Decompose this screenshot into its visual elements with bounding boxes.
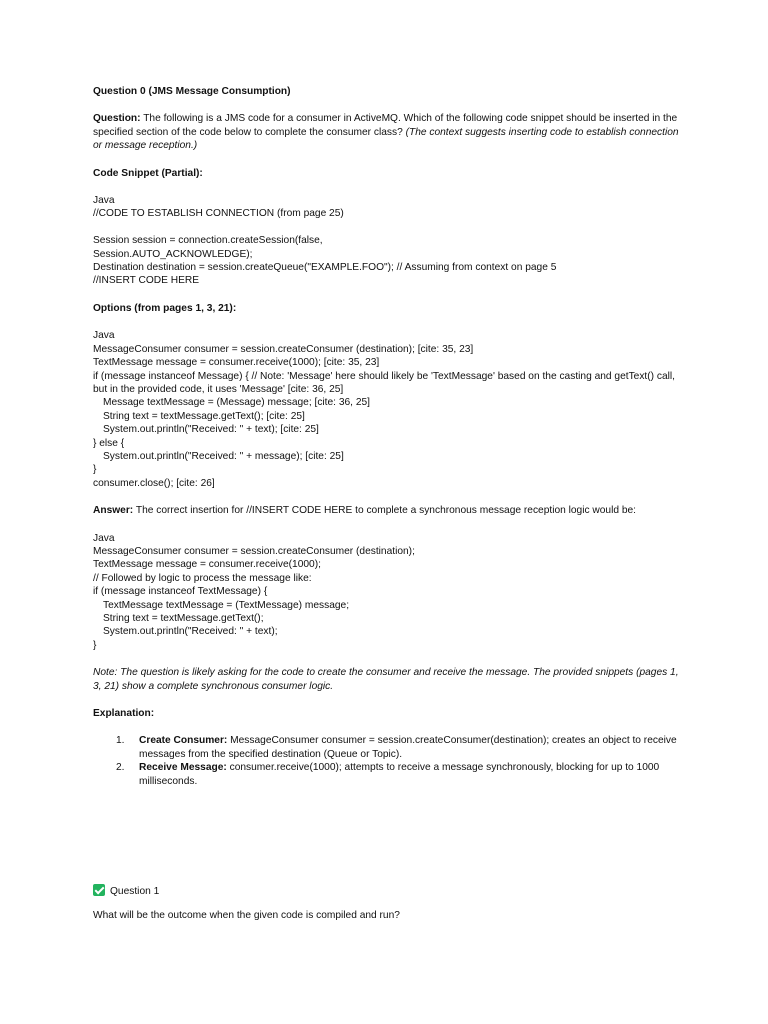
list-item-text: MessageConsumer consumer = session.createConsumer(destination); creates an object to receive messages from the specified destination (Queue or Topic). bbox=[139, 735, 677, 760]
code-line: //INSERT CODE HERE bbox=[93, 275, 200, 287]
page-title: Question 0 (JMS Message Consumption) bbox=[93, 86, 291, 97]
code-line: Message textMessage = (Message) message; [cite: 36, 25] bbox=[103, 397, 370, 409]
code-line: MessageConsumer consumer = session.createConsumer (destination); bbox=[93, 545, 415, 557]
code-line: System.out.println("Received: " + text); bbox=[103, 626, 278, 638]
options-code bbox=[93, 329, 683, 490]
code-line: Java bbox=[93, 532, 115, 544]
answer-text: The correct insertion for //INSERT CODE HERE to complete a synchronous message reception logic would be: bbox=[133, 505, 637, 517]
question-paragraph bbox=[93, 112, 683, 152]
code-line: TextMessage message = consumer.receive(1000); [cite: 35, 23] bbox=[93, 357, 380, 369]
code-line: MessageConsumer consumer = session.createConsumer (destination); [cite: 35, 23] bbox=[93, 343, 474, 355]
answer-paragraph bbox=[93, 504, 683, 517]
code-line: if (message instanceof TextMessage) { bbox=[93, 586, 268, 598]
check-icon bbox=[93, 884, 105, 896]
code-line: Destination destination = session.createQueue("EXAMPLE.FOO"); // Assuming from context on page 5 bbox=[93, 262, 557, 274]
code-line: TextMessage message = consumer.receive(1000); bbox=[93, 559, 321, 571]
question-text: The following is a JMS code for a consumer in ActiveMQ. Which of the following code snippet should be inserted in the specified section of the code below to complete the consumer class? bbox=[93, 113, 678, 138]
code-line: System.out.println("Received: " + message); [cite: 25] bbox=[103, 450, 344, 462]
code-line: TextMessage textMessage = (TextMessage) message; bbox=[103, 599, 350, 611]
note-paragraph: Note: The question is likely asking for the code to create the consumer and receive the message. The provided snippets (pages 1, 3, 21) show a complete synchronous consumer logic. bbox=[93, 667, 679, 692]
list-number: 1. bbox=[116, 735, 125, 747]
document-body bbox=[93, 85, 683, 788]
code-line: String text = textMessage.getText(); bbox=[103, 613, 264, 624]
explanation-list bbox=[93, 734, 683, 788]
code-line bbox=[93, 221, 683, 234]
list-item-text: consumer.receive(1000); attempts to receive a message synchronously, blocking for up to 1000 milliseconds. bbox=[139, 762, 660, 787]
answer-label: Answer: bbox=[93, 505, 134, 517]
code-line: if (message instanceof Message) { // Note: 'Message' here should likely be 'TextMessage' based on the casting and getText() call, but in the provided code, it uses 'Message' [cite: 36, 25] bbox=[93, 370, 675, 395]
list-number: 2. bbox=[116, 762, 125, 774]
question-1-text: What will be the outcome when the given code is compiled and run? bbox=[93, 910, 400, 921]
question-1-header bbox=[93, 884, 159, 897]
answer-code bbox=[93, 532, 683, 653]
code-line: // Followed by logic to process the message like: bbox=[93, 572, 312, 584]
question-1-label: Question 1 bbox=[110, 886, 160, 897]
snippet-heading: Code Snippet (Partial): bbox=[93, 167, 203, 179]
question-italic-note: (The context suggests inserting code to establish connection or message reception.) bbox=[93, 126, 679, 152]
code-line: consumer.close(); [cite: 26] bbox=[93, 477, 215, 489]
code-line: } bbox=[93, 464, 97, 476]
list-item-label: Create Consumer: bbox=[139, 735, 228, 747]
options-heading: Options (from pages 1, 3, 21): bbox=[93, 302, 237, 314]
code-line: } else { bbox=[93, 437, 125, 449]
code-line: Session.AUTO_ACKNOWLEDGE); bbox=[93, 248, 253, 260]
code-line: } bbox=[93, 639, 97, 651]
code-line: String text = textMessage.getText(); [cite: 25] bbox=[103, 410, 305, 422]
list-item-label: Receive Message: bbox=[139, 762, 227, 774]
explanation-heading: Explanation: bbox=[93, 708, 155, 720]
list-item bbox=[93, 734, 683, 761]
code-snippet bbox=[93, 194, 683, 288]
code-line: Java bbox=[93, 330, 115, 342]
code-line: //CODE TO ESTABLISH CONNECTION (from page 25) bbox=[93, 208, 344, 220]
code-line: System.out.println("Received: " + text); [cite: 25] bbox=[103, 424, 319, 436]
list-item bbox=[93, 761, 683, 788]
code-line: Session session = connection.createSession(false, bbox=[93, 235, 323, 247]
code-line: Java bbox=[93, 195, 115, 207]
question-label: Question: bbox=[93, 113, 141, 125]
